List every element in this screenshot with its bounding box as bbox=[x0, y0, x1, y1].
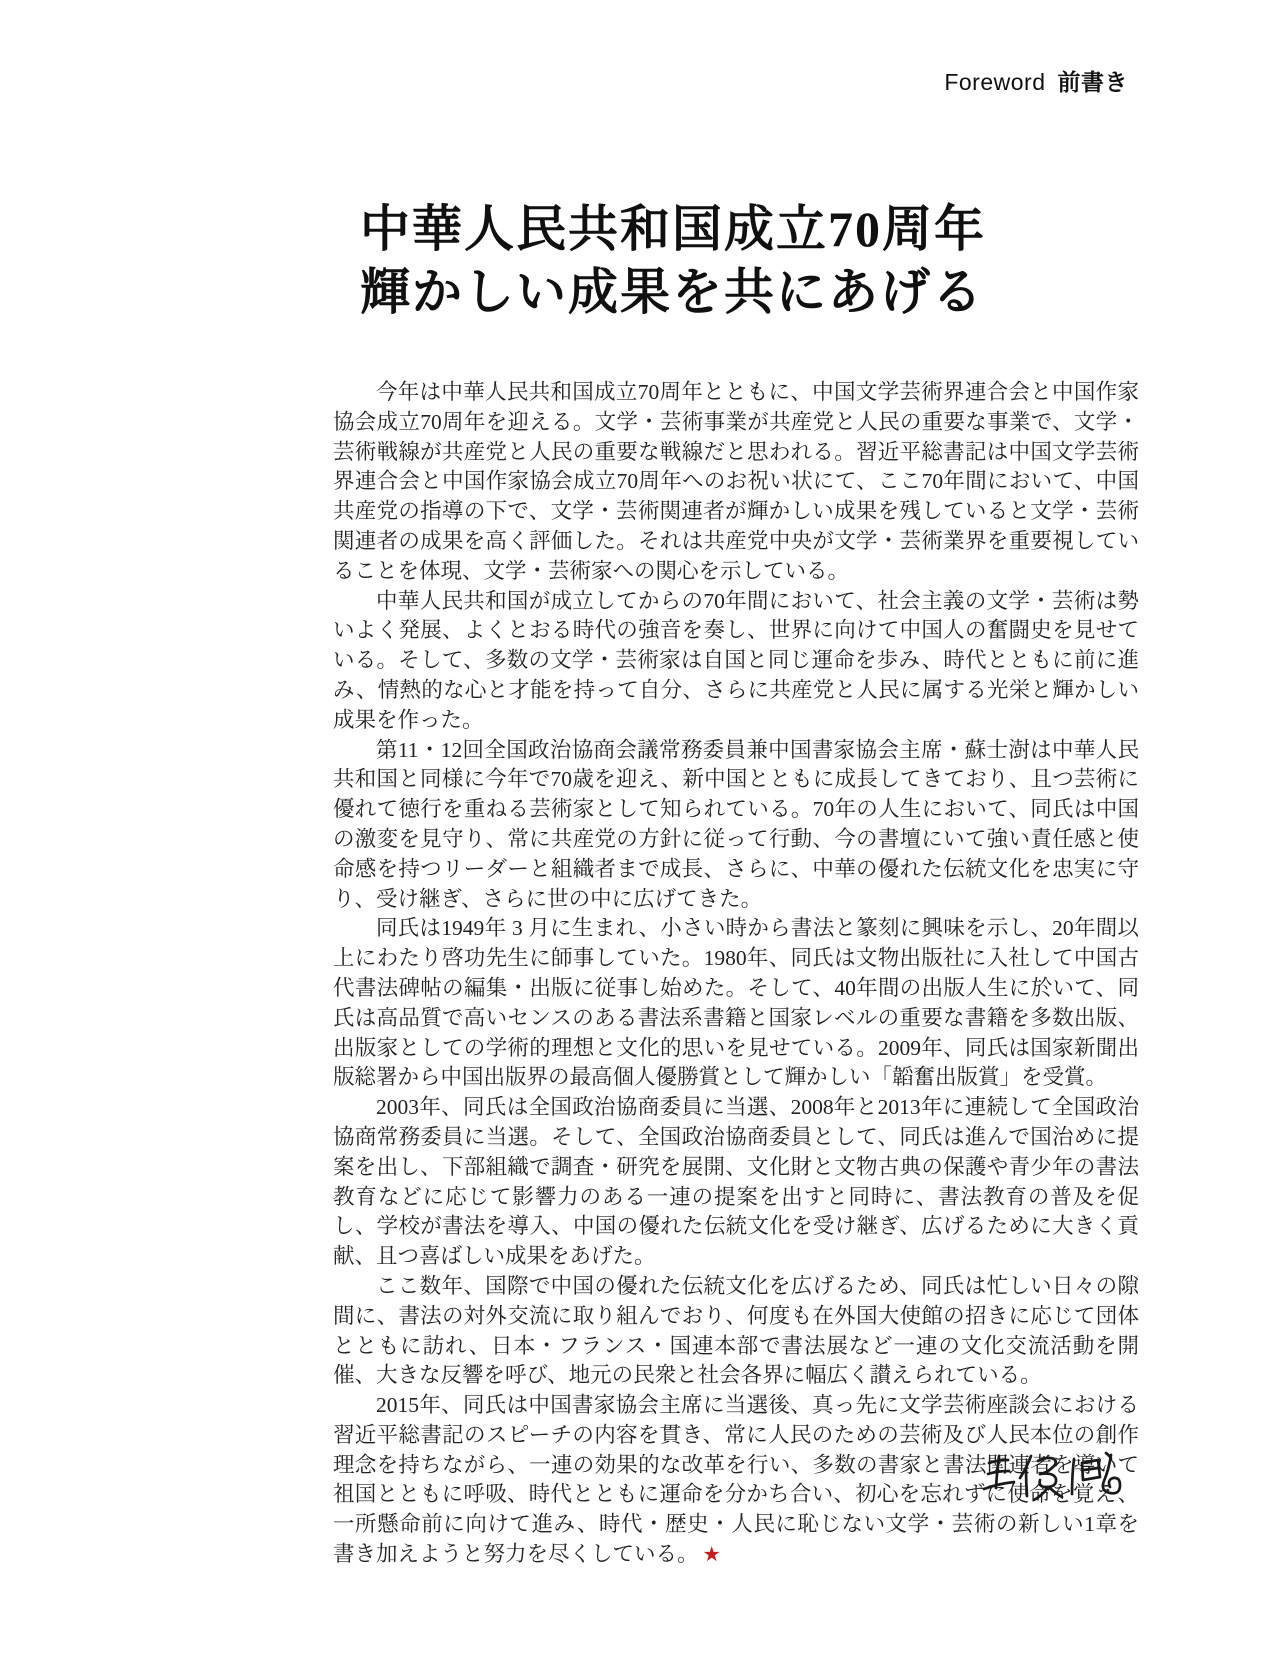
body-paragraph: 2003年、同氏は全国政治協商委員に当選、2008年と2013年に連続して全国政治協商常務委員に当選。そして、全国政治協商委員として、同氏は進んで国治めに提案を出し、下部組織で調査・研究を展開、文化財と文物古典の保護や青少年の書法教育などに応じて影響力のある一連の提案を出すと同時に、書法教育の普及を促し、学校が書法を導入、中国の優れた伝統文化を受け継ぎ、広げるために大きく貢献、且つ喜ばしい成果をあげた。 bbox=[333, 1095, 1139, 1269]
handwritten-signature bbox=[982, 1445, 1122, 1505]
page-corner-header bbox=[944, 64, 1128, 97]
article-title-line2: 輝かしい成果を共にあげる bbox=[360, 264, 984, 320]
body-paragraph: 同氏は1949年 3 月に生まれ、小さい時から書法と篆刻に興味を示し、20年間以上にわたり啓功先生に師事していた。1980年、同氏は文物出版社に入社して中国古代書法碑帖の編集・出版に従事し始めた。そして、40年間の出版人生に於いて、同氏は高品質で高いセンスのある書法系書籍と国家レベルの重要な書籍を多数出版、出版家としての学術的理想と文化的思いを見せている。2009年、同氏は国家新聞出版総署から中国出版界の最高個人優勝賞として輝かしい「韜奮出版賞」を受賞。 bbox=[333, 916, 1139, 1090]
article-title bbox=[360, 198, 986, 324]
body-paragraph: 2015年、同氏は中国書家協会主席に当選後、真っ先に文学芸術座談会における習近平総書記のスピーチの内容を貫き、常に人民のための芸術及び人民本位の創作理念を持ちながら、一連の効果的な改革を行い、多数の書家と書法関連者を導いて祖国とともに呼吸、時代とともに運命を分かち合い、初心を忘れずに使命を覚え、一所懸命前に向けて進み、時代・歴史・人民に恥じない文学・芸術の新しい1章を書き加えようと努力を尽くしている。 ★ bbox=[333, 1393, 1139, 1567]
body-paragraph: ここ数年、国際で中国の優れた伝統文化を広げるため、同氏は忙しい日々の隙間に、書法の対外交流に取り組んでおり、何度も在外国大使館の招きに応じて団体とともに訪れ、日本・フランス・国連本部で書法展など一連の文化交流活動を開催、大きな反響を呼び、地元の民衆と社会各界に幅広く讃えられている。 bbox=[333, 1273, 1139, 1388]
body-paragraph: 今年は中華人民共和国成立70周年とともに、中国文学芸術界連合会と中国作家協会成立70周年を迎える。文学・芸術事業が共産党と人民の重要な事業で、文学・芸術戦線が共産党と人民の重要な戦線だと思われる。習近平総書記は中国文学芸術界連合会と中国作家協会成立70周年へのお祝い状にて、ここ70年間において、中国共産党の指導の下で、文学・芸術関連者が輝かしい成果を残していると文学・芸術関連者の成果を高く評価した。それは共産党中央が文学・芸術業界を重要視していることを体現、文学・芸術家への関心を示している。 bbox=[333, 380, 1139, 583]
foreword-label-japanese: 前書き bbox=[1057, 69, 1128, 95]
body-paragraph: 第11・12回全国政治協商会議常務委員兼中国書家協会主席・蘇士澍は中華人民共和国と同様に今年で70歳を迎え、新中国とともに成長してきており、且つ芸術に優れて徳行を重ねる芸術家として知られている。70年の人生において、同氏は中国の激変を見守り、常に共産党の方針に従って行動、今の書壇にいて強い責任感と使命感を持つリーダーと組織者まで成長、さらに、中華の優れた伝統文化を忠実に守り、受け継ぎ、さらに世の中に広げてきた。 bbox=[333, 737, 1139, 911]
article-body bbox=[333, 378, 1139, 1571]
body-paragraph: 中華人民共和国が成立してからの70年間において、社会主義の文学・芸術は勢いよく発展、よくとおる時代の強音を奏し、世界に向けて中国人の奮闘史を見せている。そして、多数の文学・芸術家は自国と同じ運命を歩み、時代とともに前に進み、情熱的な心と才能を持って自分、さらに共産党と人民に属する光栄と輝かしい成果を作った。 bbox=[333, 588, 1139, 732]
red-star-end-mark: ★ bbox=[702, 1544, 721, 1567]
article-title-line1: 中華人民共和国成立70周年 bbox=[360, 201, 986, 257]
handwritten-signature-strokes bbox=[982, 1445, 1122, 1505]
foreword-label-english: Foreword bbox=[944, 69, 1046, 95]
